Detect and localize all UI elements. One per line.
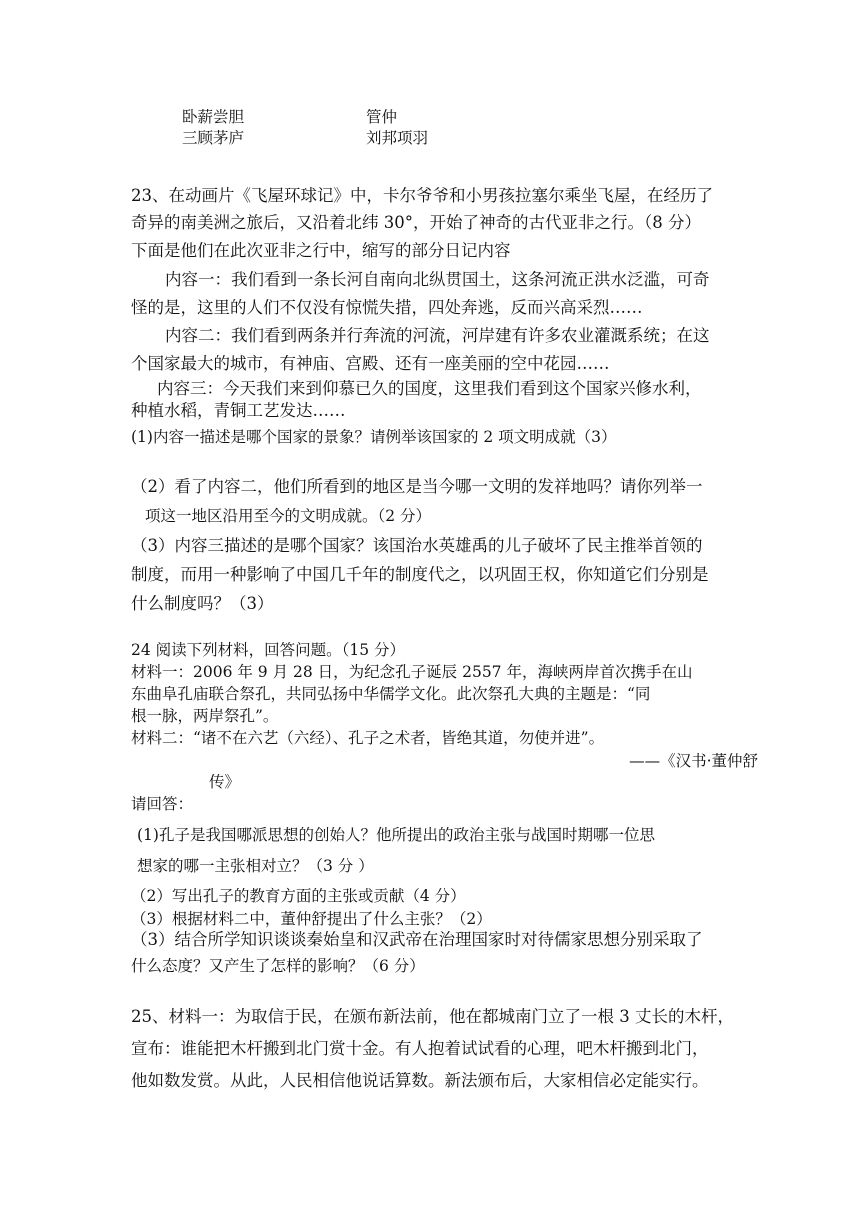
q24-citation: 传》: [209, 773, 241, 791]
q23-line: 下面是他们在此次亚非之行中，缩写的部分日记内容: [131, 241, 511, 260]
q24-material-line: 材料二：“诸不在六艺（六经）、孔子之术者，皆绝其道，勿使并进”。: [131, 729, 605, 747]
q24-subquestion: 什么态度？又产生了怎样的影响？（6 分）: [131, 957, 425, 975]
q24-subquestion: (1)孔子是我国哪派思想的创始人？他所提出的政治主张与战国时期哪一位思: [137, 826, 655, 844]
q24-material-line: 材料一：2006 年 9 月 28 日，为纪念孔子诞辰 2557 年，海峡两岸首次携手在山: [131, 663, 693, 681]
q25-line: 25、材料一：为取信于民，在颁布新法前，他在都城南门立了一根 3 丈长的木杆，: [131, 1007, 734, 1026]
q23-line: 种植水稻，青铜工艺发达……: [131, 401, 346, 420]
q24-subquestion: 想家的哪一主张相对立？（3 分 ）: [137, 857, 374, 875]
q24-prompt: 请回答：: [131, 795, 194, 813]
q23-line: 23、在动画片《飞屋环球记》中，卡尔爷爷和小男孩拉塞尔乘坐飞屋，在经历了: [131, 186, 713, 205]
q23-subquestion: 制度，而用一种影响了中国几千年的制度代之，以巩固王权，你知道它们分别是: [131, 565, 709, 584]
q23-line: 个国家最大的城市，有神庙、宫殿、还有一座美丽的空中花园……: [131, 354, 610, 373]
q24-heading: 24 阅读下列材料，回答问题。（15 分）: [131, 641, 406, 659]
q23-line: 内容二：我们看到两条并行奔流的河流，河岸建有许多农业灌溉系统；在这: [165, 326, 710, 345]
q23-line: 内容一：我们看到一条长河自南向北纵贯国土，这条河流正洪水泛滥，可奇: [165, 270, 710, 289]
q23-line: 怪的是，这里的人们不仅没有惊慌失措，四处奔逃，反而兴高采烈……: [131, 298, 643, 317]
q24-subquestion: （3）结合所学知识谈谈秦始皇和汉武帝在治理国家时对待儒家思想分别采取了: [131, 930, 703, 949]
pair-row1-left: 卧薪尝胆: [182, 108, 245, 126]
q23-line: 内容三：今天我们来到仰慕已久的国度，这里我们看到这个国家兴修水利，: [157, 379, 702, 398]
pair-row2-left: 三顾茅庐: [182, 129, 245, 147]
q23-subquestion: (1)内容一描述是哪个国家的景象？请例举该国家的 2 项文明成就（3）: [131, 428, 617, 446]
q23-line: 奇异的南美洲之旅后，又沿着北纬 30°，开始了神奇的古代亚非之行。（8 分）: [131, 213, 701, 232]
q23-subquestion: （2）看了内容二，他们所看到的地区是当今哪一文明的发祥地吗？请你列举一: [131, 477, 703, 496]
q25-line: 宣布：谁能把木杆搬到北门赏十金。有人抱着试试看的心理，吧木杆搬到北门，: [131, 1039, 709, 1058]
q24-material-line: 根一脉，两岸祭孔”。: [131, 707, 279, 725]
q25-line: 他如数发赏。从此，人民相信他说话算数。新法颁布后，大家相信必定能实行。: [131, 1071, 709, 1090]
q23-subquestion: 什么制度吗？（3）: [131, 594, 274, 613]
q24-subquestion: （3）根据材料二中，董仲舒提出了什么主张？（2）: [131, 910, 492, 928]
q23-subquestion: 项这一地区沿用至今的文明成就。（2 分）: [145, 507, 432, 525]
q24-material-line: 东曲阜孔庙联合祭孔，共同弘扬中华儒学文化。此次祭孔大典的主题是：“同: [131, 685, 651, 703]
q23-subquestion: （3）内容三描述的是哪个国家？该国治水英雄禹的儿子破坏了民主推举首领的: [131, 536, 703, 555]
q24-citation: ——《汉书·董仲舒: [629, 752, 758, 770]
q24-subquestion: （2）写出孔子的教育方面的主张或贡献（4 分）: [131, 887, 466, 905]
pair-row2-right: 刘邦项羽: [366, 129, 429, 147]
pair-row1-right: 管仲: [366, 108, 398, 126]
